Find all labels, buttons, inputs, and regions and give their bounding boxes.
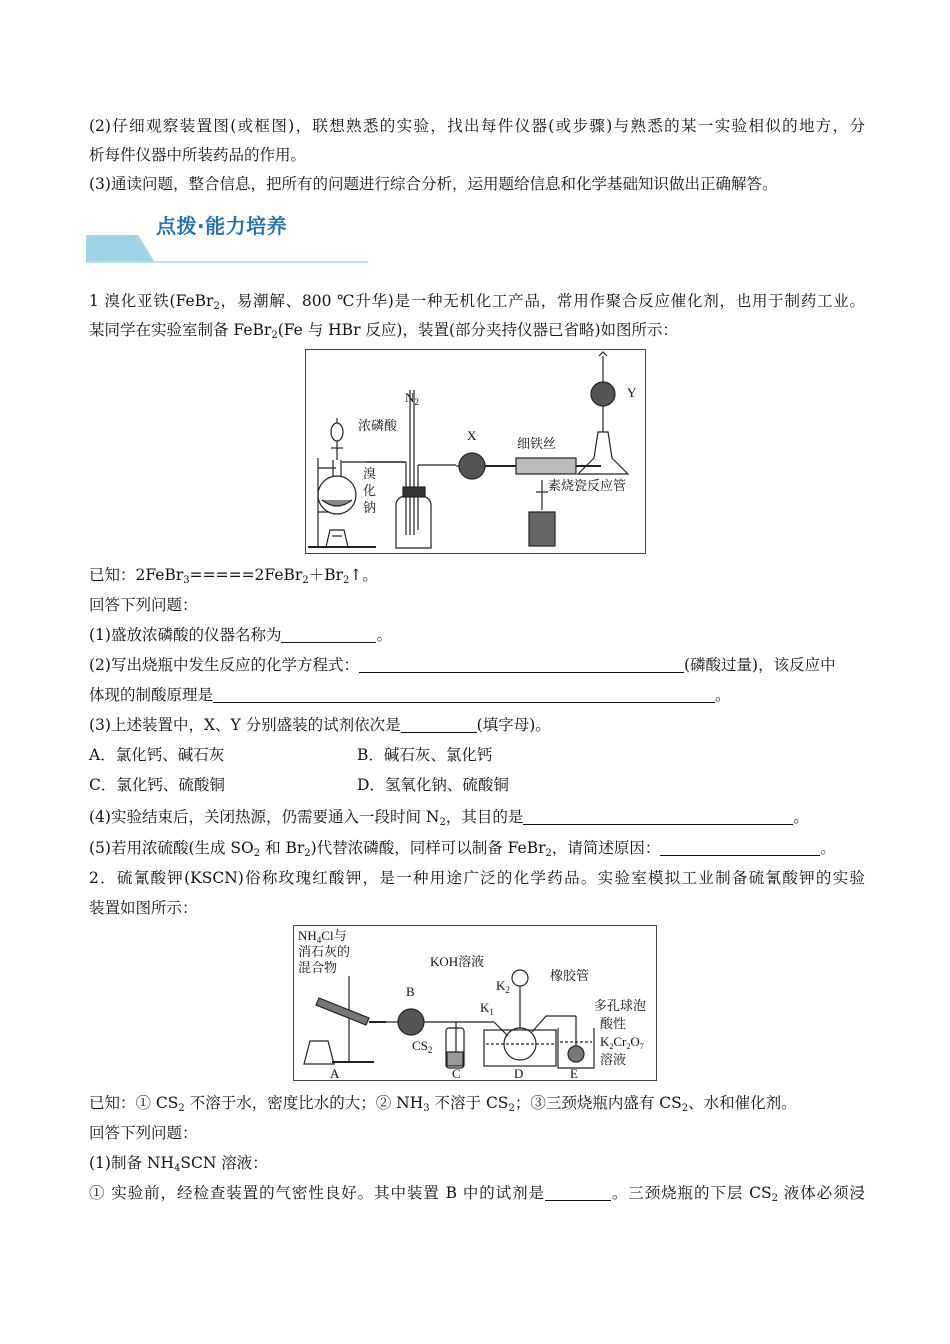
q1-subquestion-2-line-1: (2)写出烧瓶中发生反应的化学方程式： (磷酸过量)，该反应中 (89, 656, 836, 674)
label-acidic: 酸性 (600, 1017, 627, 1032)
answer-blank[interactable] (545, 1184, 611, 1201)
label-k2cr2o7: $K_2Cr_2O_7$ (600, 1034, 644, 1051)
label-k2: $K_2$ (496, 978, 510, 995)
q2-apparatus-drawing (294, 926, 656, 1080)
label-d: D (514, 1066, 524, 1080)
label-mix-3: 混合物 (298, 961, 338, 976)
answer-blank[interactable] (281, 626, 376, 643)
q1-option-c[interactable]: C．氯化钙、硫酸铜 (89, 776, 225, 794)
q1-option-d[interactable]: D．氢氧化钠、硫酸铜 (357, 776, 509, 794)
q1-stem-line-2: 某同学在实验室制备 FeBr$_2$(Fe 与 HBr 反应)，装置(部分夹持仪器已省略)如图所示： (89, 321, 679, 341)
q1-option-a[interactable]: A．氯化钙、碱石灰 (89, 746, 225, 764)
label-x: X (467, 428, 477, 443)
q1-stem-line-1: 1 溴化亚铁(FeBr$_2$，易潮解、800 ℃升华)是一种无机化工产品，常用作聚合反应催化剂，也用于制药工业。 (89, 292, 865, 312)
label-n2: $N_2$ (405, 390, 419, 407)
label-koh-solution: KOH溶液 (430, 954, 485, 969)
answer-blank[interactable] (523, 808, 793, 825)
label-porous-bulb: 多孔球泡 (594, 999, 647, 1014)
intro-paragraph-2-line-1: (2)仔细观察装置图(或框图)，联想熟悉的实验，找出每件仪器(或步骤)与熟悉的某一实验相似的地方，分 (89, 117, 865, 135)
label-mix-2: 消石灰的 (298, 945, 351, 960)
q2-apparatus-figure (293, 925, 657, 1081)
q1-subquestion-2-line-2: 体现的制酸原理是 。 (89, 686, 731, 704)
q1-answer-prompt: 回答下列问题： (89, 596, 198, 614)
label-cs2: $CS_2$ (412, 1038, 433, 1055)
q1-apparatus-figure (305, 349, 646, 554)
label-b: B (406, 984, 415, 999)
q1-apparatus-drawing (306, 350, 645, 553)
q2-stem-line-2: 装置如图所示： (89, 899, 198, 917)
q2-stem-line-1: 2．硫氰酸钾(KSCN)俗称玫瑰红酸钾，是一种用途广泛的化学药品。实验室模拟工业制备硫氰酸钾的实验 (89, 869, 865, 887)
label-reaction-tube: 素烧瓷反应管 (548, 479, 627, 494)
answer-blank[interactable] (359, 656, 684, 673)
q1-option-b[interactable]: B．碱石灰、氯化钙 (357, 746, 493, 764)
intro-paragraph-3: (3)通读问题，整合信息，把所有的问题进行综合分析，运用题给信息和化学基础知识做出正确解答。 (89, 175, 778, 193)
q2-subquestion-1-part-1: ① 实验前，经检查装置的气密性良好。其中装置 B 中的试剂是 。三颈烧瓶的下层 $CS_2$ 液体必须浸 (89, 1184, 865, 1204)
answer-blank[interactable] (401, 716, 477, 733)
q1-subquestion-1: (1)盛放浓磷酸的仪器名称为 。 (89, 626, 392, 644)
label-salt-2: 化 (363, 484, 377, 499)
q2-answer-prompt: 回答下列问题： (89, 1124, 198, 1142)
answer-blank[interactable] (213, 686, 715, 703)
label-iron-wire: 细铁丝 (517, 437, 557, 452)
q1-subquestion-5: (5)若用浓硫酸(生成 $SO_2$ 和 $Br_2$)代替浓磷酸，同样可以制备 FeBr$_2$，请简述原因： 。 (89, 839, 836, 859)
q1-subquestion-3: (3)上述装置中，X、Y 分别盛装的试剂依次是 (填字母)。 (89, 716, 551, 734)
q2-known-info: 已知：① $CS_2$ 不溶于水，密度比水的大；② $NH_3$ 不溶于 $CS_2$；③三颈烧瓶内盛有 $CS_2$、水和催化剂。 (89, 1094, 797, 1114)
intro-paragraph-2-line-2: 析每件仪器中所装药品的作用。 (89, 146, 307, 164)
label-solution: 溶液 (600, 1053, 627, 1068)
answer-blank[interactable] (660, 839, 820, 856)
label-salt-3: 钠 (363, 501, 377, 516)
label-mix-1: $NH_4Cl$与 (298, 928, 347, 945)
label-a: A (330, 1066, 340, 1080)
section-title: 点拨·能力培养 (156, 214, 288, 238)
label-salt-1: 溴 (363, 467, 377, 482)
label-rubber-tube: 橡胶管 (550, 969, 590, 984)
q1-known-info: 已知：$2FeBr_3=====2FeBr_2+Br_2↑$。 (89, 566, 378, 586)
label-k1: $K_1$ (480, 1000, 494, 1017)
label-e: E (570, 1066, 578, 1080)
q1-subquestion-4: (4)实验结束后，关闭热源，仍需要通入一段时间 $N_2$，其目的是 。 (89, 808, 809, 828)
label-concentrated-phosphoric-acid: 浓磷酸 (358, 419, 398, 434)
q2-subquestion-1: (1)制备 $NH_4SCN$ 溶液： (89, 1154, 268, 1174)
label-y: Y (627, 385, 637, 400)
label-c: C (452, 1066, 461, 1080)
